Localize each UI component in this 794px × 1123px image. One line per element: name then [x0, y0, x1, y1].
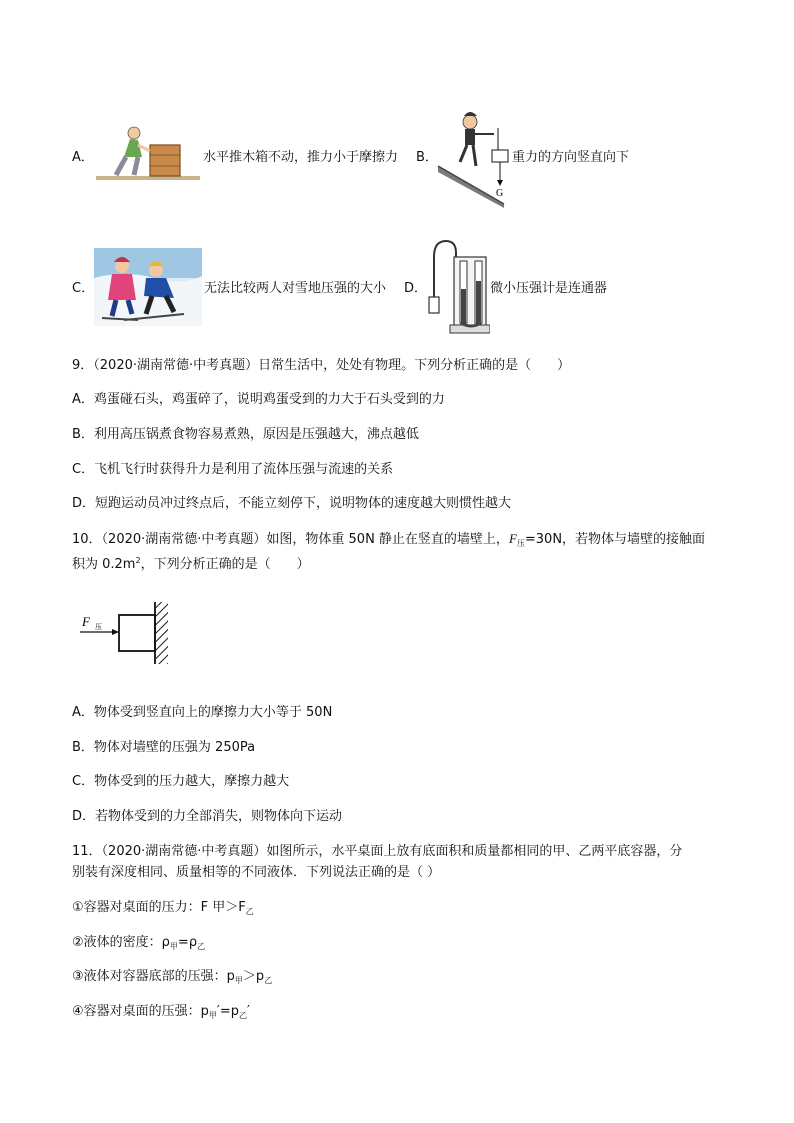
q11-stem-line1: 11．（2020·湖南常德·中考真题）如图所示，水平桌面上放有底面积和质量都相同的甲、乙两平底容器，分: [72, 844, 683, 859]
wall-force-diagram: [78, 600, 178, 666]
q9-option-d: D．短跑运动员冲过终点后，不能立刻停下，说明物体的速度越大则惯性越大: [72, 496, 512, 511]
q8-option-b-text: 重力的方向竖直向下: [512, 150, 630, 165]
q11-statement-1: ①容器对桌面的压力：F 甲$>F_乙$: [72, 900, 254, 916]
q11-statement-4: ④容器对桌面的压强：$p_甲'=p_乙'$: [72, 1004, 250, 1020]
q10-option-a: A．物体受到竖直向上的摩擦力大小等于 50N: [72, 705, 333, 720]
push-box-figure: [94, 123, 202, 185]
q10-option-d: D．若物体受到的力全部消失，则物体向下运动: [72, 809, 343, 824]
pressure-gauge-figure: [424, 237, 490, 335]
q9-option-a: A．鸡蛋碰石头，鸡蛋碎了，说明鸡蛋受到的力大于石头受到的力: [72, 392, 445, 407]
fig-force-sub: 压: [95, 623, 102, 631]
gravity-g-label: G: [496, 188, 504, 199]
q10-stem-line1: 10．（2020·湖南常德·中考真题）如图，物体重 50N 静止在竖直的墙壁上，$F_压=30N$，若物体与墙壁的接触面: [72, 531, 706, 548]
q8-option-a-text: 水平推木箱不动，推力小于摩擦力: [203, 150, 399, 165]
q10-option-b: B．物体对墙壁的压强为 250Pa: [72, 740, 256, 755]
snow-people-figure: [94, 248, 202, 326]
q8-option-d-label: D．: [404, 281, 428, 296]
fig-force-label: F: [82, 614, 90, 629]
q11-statement-2: ②液体的密度：$\rho_甲=\rho_乙$: [72, 935, 206, 951]
q10-stem-line2: 积为 $0.2m^2$，下列分析正确的是（ ）: [72, 556, 310, 572]
q8-option-b-label: B．: [416, 150, 438, 165]
q11-statement-3: ③液体对容器底部的压强：$p_甲>p_乙$: [72, 969, 273, 985]
q9-stem: 9．（2020·湖南常德·中考真题）日常生活中，处处有物理。下列分析正确的是（ ）: [72, 358, 571, 373]
q8-option-c-text: 无法比较两人对雪地压强的大小: [204, 281, 387, 296]
q10-option-c: C．物体受到的压力越大，摩擦力越大: [72, 774, 290, 789]
q8-option-c-label: C．: [72, 281, 95, 296]
q8-option-d-text: 微小压强计是连通器: [490, 281, 608, 296]
q11-stem-line2: 别装有深度相同、质量相等的不同液体．下列说法正确的是（ ）: [72, 865, 441, 880]
slope-gravity-figure: [432, 108, 512, 208]
q9-option-c: C．飞机飞行时获得升力是利用了流体压强与流速的关系: [72, 462, 394, 477]
force-symbol: F: [508, 531, 517, 546]
q8-option-a-label: A．: [72, 150, 94, 165]
q9-option-b: B．利用高压锅煮食物容易煮熟，原因是压强越大，沸点越低: [72, 427, 419, 442]
